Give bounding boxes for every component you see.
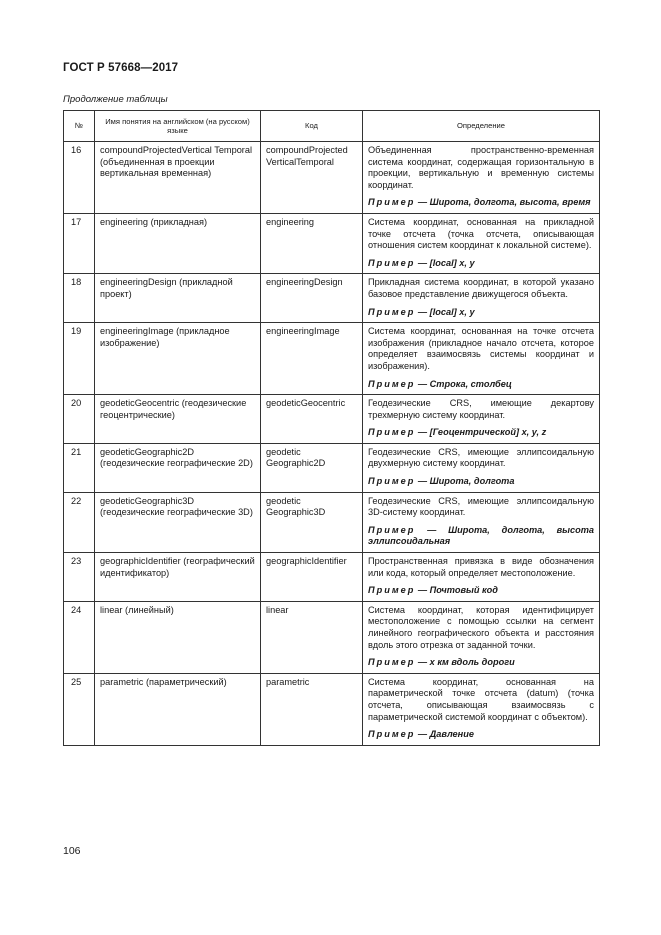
table-row	[64, 274, 600, 323]
example-dash: —	[417, 257, 428, 268]
example-text: Широта, долгота, высота эллипсоидальная	[368, 524, 594, 547]
row-term-name	[95, 553, 261, 602]
table-row	[64, 492, 600, 552]
row-number-text: 17	[71, 216, 82, 227]
row-code	[261, 443, 363, 492]
example-text: [local] x, y	[429, 306, 475, 317]
row-code	[261, 673, 363, 745]
definition-text: Геодезические CRS, имеющие эллипсоидальную 3D-систему координат.	[368, 495, 594, 518]
example-text: Почтовый код	[429, 585, 498, 596]
row-code	[261, 492, 363, 552]
row-term-name-text: engineering (прикладная)	[100, 216, 208, 227]
definition-text: Система координат, основанная на прикладной точке отсчета (точка отсчета, описывающая отношения систем координат к локальной системе).	[368, 216, 594, 251]
row-code	[261, 323, 363, 395]
row-number-text: 24	[71, 604, 82, 615]
row-code-text: geodetic Geographic2D	[266, 446, 326, 469]
row-term-name	[95, 443, 261, 492]
example-line	[368, 525, 594, 548]
definition-text: Система координат, которая идентифицирует местоположение с помощью ссылки на сегмент линейного географического объекта и расстояния вдоль этого отрезка от заданной точки.	[368, 604, 594, 650]
row-term-name	[95, 492, 261, 552]
example-label: Пример	[368, 476, 416, 487]
row-term-name-text: compoundProjectedVertical Temporal (объединенная в проекции вертикальная временная)	[100, 145, 253, 179]
row-code	[261, 274, 363, 323]
row-number-text: 19	[71, 326, 82, 337]
example-dash: —	[417, 197, 428, 208]
example-text: [Геоцентрической] x, y, z	[429, 427, 547, 438]
row-definition	[363, 673, 600, 745]
table-row	[64, 601, 600, 673]
row-number	[64, 323, 95, 395]
definition-text: Система координат, основанная на параметрической точке отсчета (datum) (точка отсчета, описывающая взаимосвязь с параметрической системой координат с объектом).	[368, 676, 594, 722]
row-number	[64, 553, 95, 602]
example-label: Пример	[368, 585, 416, 596]
example-text: Широта, долгота	[429, 476, 515, 487]
row-number	[64, 601, 95, 673]
row-code-text: geographicIdentifier	[266, 556, 347, 567]
row-term-name	[95, 142, 261, 214]
example-line	[368, 476, 594, 488]
table-row	[64, 673, 600, 745]
table-row	[64, 323, 600, 395]
row-number	[64, 673, 95, 745]
header-name: Имя понятия на английском (на русском) языке	[95, 111, 261, 142]
row-definition	[363, 213, 600, 273]
row-code-text: geodetic Geographic3D	[266, 495, 326, 518]
example-dash: —	[417, 378, 428, 389]
row-code-text: linear	[266, 604, 289, 615]
document-header: ГОСТ Р 57668—2017	[63, 62, 179, 74]
row-term-name	[95, 323, 261, 395]
example-line	[368, 258, 594, 270]
row-term-name	[95, 395, 261, 444]
row-code-text: parametric	[266, 676, 310, 687]
example-dash: —	[417, 657, 428, 668]
example-dash: —	[417, 476, 428, 487]
row-definition	[363, 142, 600, 214]
definition-text: Геодезические CRS, имеющие эллипсоидальную двухмерную систему координат.	[368, 446, 594, 469]
row-term-name-text: engineeringDesign (прикладной проект)	[100, 277, 233, 299]
row-term-name-text: geodeticGeographic2D (геодезические географические 2D)	[100, 446, 253, 469]
example-label: Пример	[368, 378, 416, 389]
example-label: Пример	[368, 306, 416, 317]
row-number-text: 20	[71, 398, 82, 409]
row-code-text: engineering	[266, 216, 315, 227]
row-term-name	[95, 673, 261, 745]
row-number	[64, 395, 95, 444]
row-number-text: 23	[71, 556, 82, 567]
row-definition	[363, 323, 600, 395]
example-line	[368, 197, 594, 209]
row-code	[261, 553, 363, 602]
example-text: Широта, долгота, высота, время	[429, 197, 591, 208]
example-line	[368, 657, 594, 669]
definition-text: Геодезические CRS, имеющие декартову трехмерную систему координат.	[368, 398, 594, 420]
row-code-text: geodeticGeocentric	[266, 398, 346, 409]
header-code: Код	[261, 111, 363, 142]
row-definition	[363, 395, 600, 444]
example-label: Пример	[368, 197, 416, 208]
row-term-name-text: linear (линейный)	[100, 604, 174, 615]
definition-text: Пространственная привязка в виде обозначения или кода, который определяет местоположение.	[368, 556, 594, 578]
table-body	[64, 142, 600, 746]
row-definition	[363, 443, 600, 492]
table-row	[64, 553, 600, 602]
example-dash: —	[427, 524, 437, 535]
row-number-text: 18	[71, 277, 82, 288]
example-dash: —	[417, 306, 428, 317]
definition-text: Прикладная система координат, в которой указано базовое представление движущегося объекта.	[368, 277, 594, 299]
row-term-name	[95, 213, 261, 273]
row-number	[64, 142, 95, 214]
example-dash: —	[417, 585, 428, 596]
definition-text: Объединенная пространственно-временная система координат, содержащая горизонтальную в проекции, вертикальную и временную системы координат.	[368, 145, 594, 190]
example-line	[368, 307, 594, 319]
page-number: 106	[63, 845, 81, 857]
example-dash: —	[417, 427, 428, 438]
row-code	[261, 213, 363, 273]
row-code	[261, 601, 363, 673]
example-label: Пример	[368, 657, 416, 668]
row-number-text: 21	[71, 446, 82, 457]
header-num: №	[64, 111, 95, 142]
table-row	[64, 213, 600, 273]
row-definition	[363, 492, 600, 552]
example-label: Пример	[368, 427, 416, 438]
row-number	[64, 274, 95, 323]
row-code	[261, 142, 363, 214]
example-label: Пример	[368, 524, 416, 535]
row-code-text: compoundProjected VerticalTemporal	[266, 145, 348, 167]
example-text: Давление	[429, 729, 474, 740]
row-term-name	[95, 601, 261, 673]
row-definition	[363, 274, 600, 323]
example-line	[368, 585, 594, 597]
row-number	[64, 492, 95, 552]
example-line	[368, 729, 594, 741]
table-row	[64, 142, 600, 214]
table-row	[64, 443, 600, 492]
row-definition	[363, 601, 600, 673]
row-number-text: 22	[71, 495, 82, 506]
row-term-name-text: geodeticGeographic3D (геодезические географические 3D)	[100, 495, 253, 518]
row-number-text: 16	[71, 145, 82, 155]
table-row	[64, 395, 600, 444]
row-term-name-text: geographicIdentifier (географический идентификатор)	[100, 556, 255, 578]
definition-text: Система координат, основанная на точке отсчета изображения (прикладное начало отсчета, которое определяет взаимосвязь системы координат и изображения).	[368, 326, 594, 371]
example-text: x км вдоль дороги	[429, 657, 515, 668]
example-label: Пример	[368, 257, 416, 268]
row-code-text: engineeringImage	[266, 326, 340, 337]
row-number-text: 25	[71, 676, 82, 687]
example-label: Пример	[368, 729, 416, 740]
table-caption: Продолжение таблицы	[63, 94, 168, 105]
header-definition: Определение	[363, 111, 600, 142]
example-dash: —	[417, 729, 428, 740]
example-line	[368, 379, 594, 391]
row-term-name-text: geodeticGeocentric (геодезические геоцентрические)	[100, 398, 247, 420]
terms-table	[63, 110, 600, 746]
example-text: [local] x, y	[429, 257, 475, 268]
row-number	[64, 213, 95, 273]
row-term-name-text: engineeringImage (прикладное изображение)	[100, 326, 230, 348]
row-number	[64, 443, 95, 492]
example-text: Строка, столбец	[429, 378, 512, 389]
table-header-row	[64, 111, 600, 142]
example-line	[368, 427, 594, 439]
row-definition	[363, 553, 600, 602]
row-term-name	[95, 274, 261, 323]
row-term-name-text: parametric (параметрический)	[100, 676, 227, 687]
row-code	[261, 395, 363, 444]
row-code-text: engineeringDesign	[266, 277, 343, 288]
